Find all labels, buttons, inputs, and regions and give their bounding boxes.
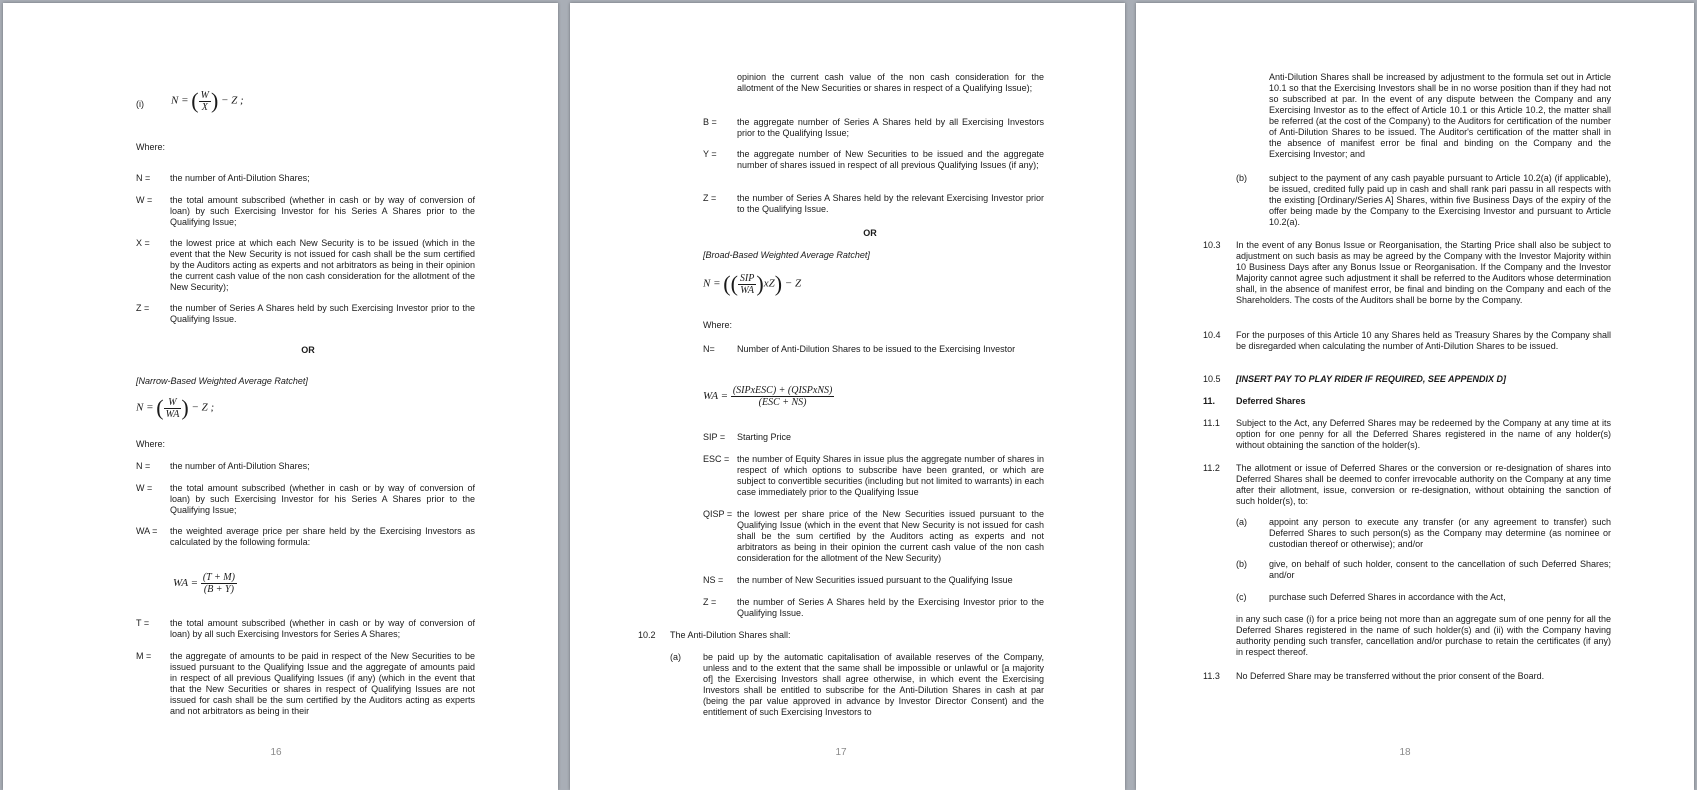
- def-text: the number of New Securities issued pursuant to the Qualifying Issue: [737, 575, 1013, 585]
- formula-tail: − Z ;: [221, 94, 244, 107]
- formula-numerator: (T + M): [202, 572, 235, 583]
- clause-number: 11.1: [1203, 418, 1220, 428]
- section-number: 11.: [1203, 396, 1216, 406]
- def-label: QISP =: [703, 509, 733, 519]
- subclause-text: be paid up by the automatic capitalisation of available reserves of the Company, unless and to the extent that the same shall be impossible or unlawful or [a majority of] the Exercising Investors shall agree otherwise, in which event the Exercising Investors shall be entitled to subscribe for the Anti-Dilution Shares in cash at par (being the par value approved in advance by Investor Director Consent) and the entitlement of such Exercising Investors to: [703, 652, 1044, 717]
- subclause-label: (a): [670, 652, 681, 662]
- def-text: the total amount subscribed (whether in cash or by way of conversion of loan) by such Exercising Investor for his Series A Shares prior to the Qualifying Issue;: [170, 483, 475, 515]
- formula-wa-broad: [703, 385, 834, 408]
- def-label: Z =: [136, 303, 150, 313]
- formula-tail: − Z: [784, 277, 802, 290]
- def-label: Z =: [703, 597, 717, 607]
- def-label: X =: [136, 238, 150, 248]
- clause-i-label: (i): [136, 99, 144, 109]
- def-text: Number of Anti-Dilution Shares to be issued to the Exercising Investor: [737, 344, 1016, 354]
- def-text: the number of Series A Shares held by the relevant Exercising Investor prior to the Qualifying Issue.: [737, 193, 1044, 214]
- section-heading: Deferred Shares: [1236, 396, 1306, 406]
- formula-tail: − Z ;: [191, 401, 215, 414]
- clause-number: 11.2: [1203, 463, 1220, 473]
- formula-numerator: W: [164, 397, 182, 409]
- formula-denominator: WA: [740, 284, 755, 296]
- page-16: [3, 3, 558, 790]
- formula-wa: [173, 572, 237, 595]
- subclause-label: (b): [1236, 559, 1247, 569]
- subclause-text: appoint any person to execute any transfer (or any agreement to transfer) such Deferred Shares to such person(s) as the Company may determine (as nominee or custodian thereof or otherwise); and/or: [1269, 517, 1611, 549]
- subclause-text: purchase such Deferred Shares in accordance with the Act,: [1269, 592, 1506, 602]
- clause-text: The Anti-Dilution Shares shall:: [670, 630, 791, 640]
- def-text: the aggregate number of Series A Shares held by all Exercising Investors prior to the Qualifying Issue;: [737, 117, 1044, 138]
- def-label: N =: [136, 461, 151, 471]
- formula-denominator: X: [201, 101, 208, 113]
- continued-text: opinion the current cash value of the non cash consideration for the allotment of the New Securities or shares in respect of a Qualifying Issue);: [737, 72, 1044, 93]
- def-label: M =: [136, 651, 152, 661]
- subclause-label: (c): [1236, 592, 1247, 602]
- def-label: WA =: [136, 526, 158, 536]
- def-label: Z =: [703, 193, 717, 203]
- page-17: [570, 3, 1125, 790]
- subclause-label: (a): [1236, 517, 1247, 527]
- page-number: 17: [835, 747, 847, 758]
- def-label: N=: [703, 344, 715, 354]
- def-text: the total amount subscribed (whether in cash or by way of conversion of loan) by such Exercising Investor for his Series A Shares prior to the Qualifying Issue;: [170, 195, 475, 227]
- clause-number: 10.5: [1203, 374, 1221, 384]
- def-label: N =: [136, 173, 151, 183]
- clause-number: 11.3: [1203, 671, 1220, 681]
- def-text: the number of Series A Shares held by such Exercising Investor prior to the Qualifying Issue.: [170, 303, 475, 324]
- where-label: Where:: [136, 142, 166, 152]
- def-text: the lowest per share price of the New Securities issued pursuant to the Qualifying Issue (which in the event that New Security is not issued for cash shall be the sum certified by the Auditors acting as experts and not arbitrators as being in their opinion the current cash value of the non cash consideration for the allotment of the New Security): [737, 509, 1044, 563]
- continued-text: Anti-Dilution Shares shall be increased by adjustment to the formula set out in Article 10.1 so that the Exercising Investors shall be in no worse position than if they had not so subscribed at par. In the event of any dispute between the Company and any Exercising Investor as to the effect of Article 10.1 or this Article 10.2, the matter shall be referred (at the cost of the Company) to the Auditors for certification of the number of Anti-Dilution Shares to be issued. The Auditor's certification of the matter shall in the absence of manifest error be final and binding on the Company and the Exercising Investor; and: [1269, 72, 1611, 159]
- def-label: W =: [136, 195, 153, 205]
- clause-text: [INSERT PAY TO PLAY RIDER IF REQUIRED, SEE APPENDIX D]: [1236, 374, 1507, 384]
- def-text: the weighted average price per share held by the Exercising Investors as calculated by the following formula:: [170, 526, 475, 547]
- or-separator: OR: [301, 345, 315, 355]
- formula-lhs: N =: [136, 401, 154, 414]
- broad-heading: [Broad-Based Weighted Average Ratchet]: [703, 250, 870, 260]
- def-text: the aggregate number of New Securities to be issued and the aggregate number of shares issued in respect of all previous Qualifying Issues (if any);: [737, 149, 1044, 170]
- def-text: the lowest price at which each New Security is to be issued (which in the event that the New Security is not issued for cash shall be the sum certified by the Auditors acting as experts and not arbitrators as being in their opinion the current cash value of the non cash consideration for the allotment of the New Security);: [170, 238, 475, 292]
- formula-denominator: (B + Y): [203, 584, 234, 595]
- page-number: 16: [270, 747, 282, 758]
- subclause-text: subject to the payment of any cash payable pursuant to Article 10.2(a) (if applicable), be issued, credited fully paid up in cash and shall rank pari passu in all respects with the existing [Ordinary/Series A] Shares, within five Business Days of the expiry of the offer being made by the Company to the Exercising Investor and pursuant to Article 10.2(a).: [1269, 173, 1611, 227]
- clause-text: In the event of any Bonus Issue or Reorganisation, the Starting Price shall also be subject to adjustment on such basis as may be agreed by the Company with the Investor Majority within 10 Business Days after any Bonus Issue or Reorganisation. If the Company and the Investor Majority cannot agree such adjustment it shall be referred to the Auditors whose determination shall, in the absence of manifest error, be final and binding on the Company and each of the Shareholders. The costs of the Auditors shall be borne by the Company.: [1236, 240, 1611, 305]
- clause-text: No Deferred Share may be transferred without the prior consent of the Board.: [1236, 671, 1545, 681]
- clause-number: 10.4: [1203, 330, 1221, 340]
- formula-multiplier: xZ: [763, 277, 775, 290]
- formula-lhs: WA =: [703, 390, 729, 403]
- subclause-text: give, on behalf of such holder, consent to the cancellation of such Deferred Shares; and/or: [1269, 559, 1611, 580]
- clause-number: 10.3: [1203, 240, 1221, 250]
- def-label: NS =: [703, 575, 724, 585]
- formula-narrow-simple: N = ( $\frac{W}{X}$ ) − Z ;: [171, 88, 244, 113]
- clause-number: 10.2: [638, 630, 656, 640]
- clause-tail-text: in any such case (i) for a price being not more than an aggregate sum of one penny for all the Deferred Shares registered in the name of such holder(s) and (ii) with the Company having authority pending such transfer, cancellation and/or purchase to retain the certificates (if any) in respect thereof.: [1236, 614, 1611, 657]
- def-text: the total amount subscribed (whether in cash or by way of conversion of loan) by all such Exercising Investors for Series A Shares;: [170, 618, 475, 639]
- formula-narrow-weighted: N = ( $\frac{W}{WA}$ ) − Z ;: [136, 395, 215, 420]
- subclause-label: (b): [1236, 173, 1247, 183]
- def-label: T =: [136, 618, 150, 628]
- def-label: ESC =: [703, 454, 730, 464]
- def-text: the number of Anti-Dilution Shares;: [170, 461, 310, 471]
- where-label: Where:: [136, 439, 166, 449]
- def-text: the aggregate of amounts to be paid in respect of the New Securities to be issued pursuant to the Qualifying Issue and the aggregate of amounts paid in respect of all previous Qualifying Issues (if any) (which in the event that that the New Securities or shares in respect of Qualifying Issues are not issued for cash shall be the sum certified by the Auditors acting as experts and not arbitrators as being in their: [170, 651, 475, 716]
- def-text: the number of Series A Shares held by the Exercising Investor prior to the Qualifying Issue.: [737, 597, 1044, 618]
- where-label: Where:: [703, 320, 733, 330]
- formula-numerator: (SIPxESC) + (QISPxNS): [732, 385, 833, 396]
- def-text: the number of Anti-Dilution Shares;: [170, 173, 310, 183]
- clause-text: Subject to the Act, any Deferred Shares may be redeemed by the Company at any time at its option for one penny for all the Deferred Shares registered in the name of any holder(s) without obtaining the sanction of the holder(s).: [1236, 418, 1611, 450]
- def-label: SIP =: [703, 432, 726, 442]
- formula-denominator: (ESC + NS): [758, 397, 807, 408]
- formula-denominator: WA: [165, 408, 180, 420]
- page-18: [1136, 3, 1694, 790]
- def-text: the number of Equity Shares in issue plus the aggregate number of shares in respect of which options to subscribe have been granted, or which are subject to convertible securities (including but not limited to warrants) in each case immediately prior to the Qualifying Issue: [737, 454, 1044, 497]
- def-label: Y =: [703, 149, 717, 159]
- clause-text: For the purposes of this Article 10 any Shares held as Treasury Shares by the Company shall be disregarded when calculating the number of Anti-Dilution Shares to be issued.: [1236, 330, 1611, 351]
- def-text: Starting Price: [737, 432, 792, 442]
- formula-lhs: N =: [171, 94, 189, 107]
- page-number: 18: [1399, 747, 1411, 758]
- or-separator: OR: [863, 228, 877, 238]
- formula-numerator: W: [200, 89, 209, 101]
- clause-text: The allotment or issue of Deferred Shares or the conversion or re-designation of shares into Deferred Shares shall be deemed to confer irrevocable authority on the Company at any time after their allotment, issue, conversion or re-designation, without obtaining the sanction of such holder(s), to:: [1236, 463, 1611, 506]
- def-label: B =: [703, 117, 717, 127]
- def-label: W =: [136, 483, 153, 493]
- formula-broad: N = (( $\frac{\text{SIP}}{WA}$ )xZ) − Z: [703, 271, 802, 296]
- formula-numerator: SIP: [739, 272, 755, 284]
- formula-lhs: WA =: [173, 577, 199, 590]
- narrow-heading: [Narrow-Based Weighted Average Ratchet]: [136, 376, 308, 386]
- formula-lhs: N =: [703, 277, 721, 290]
